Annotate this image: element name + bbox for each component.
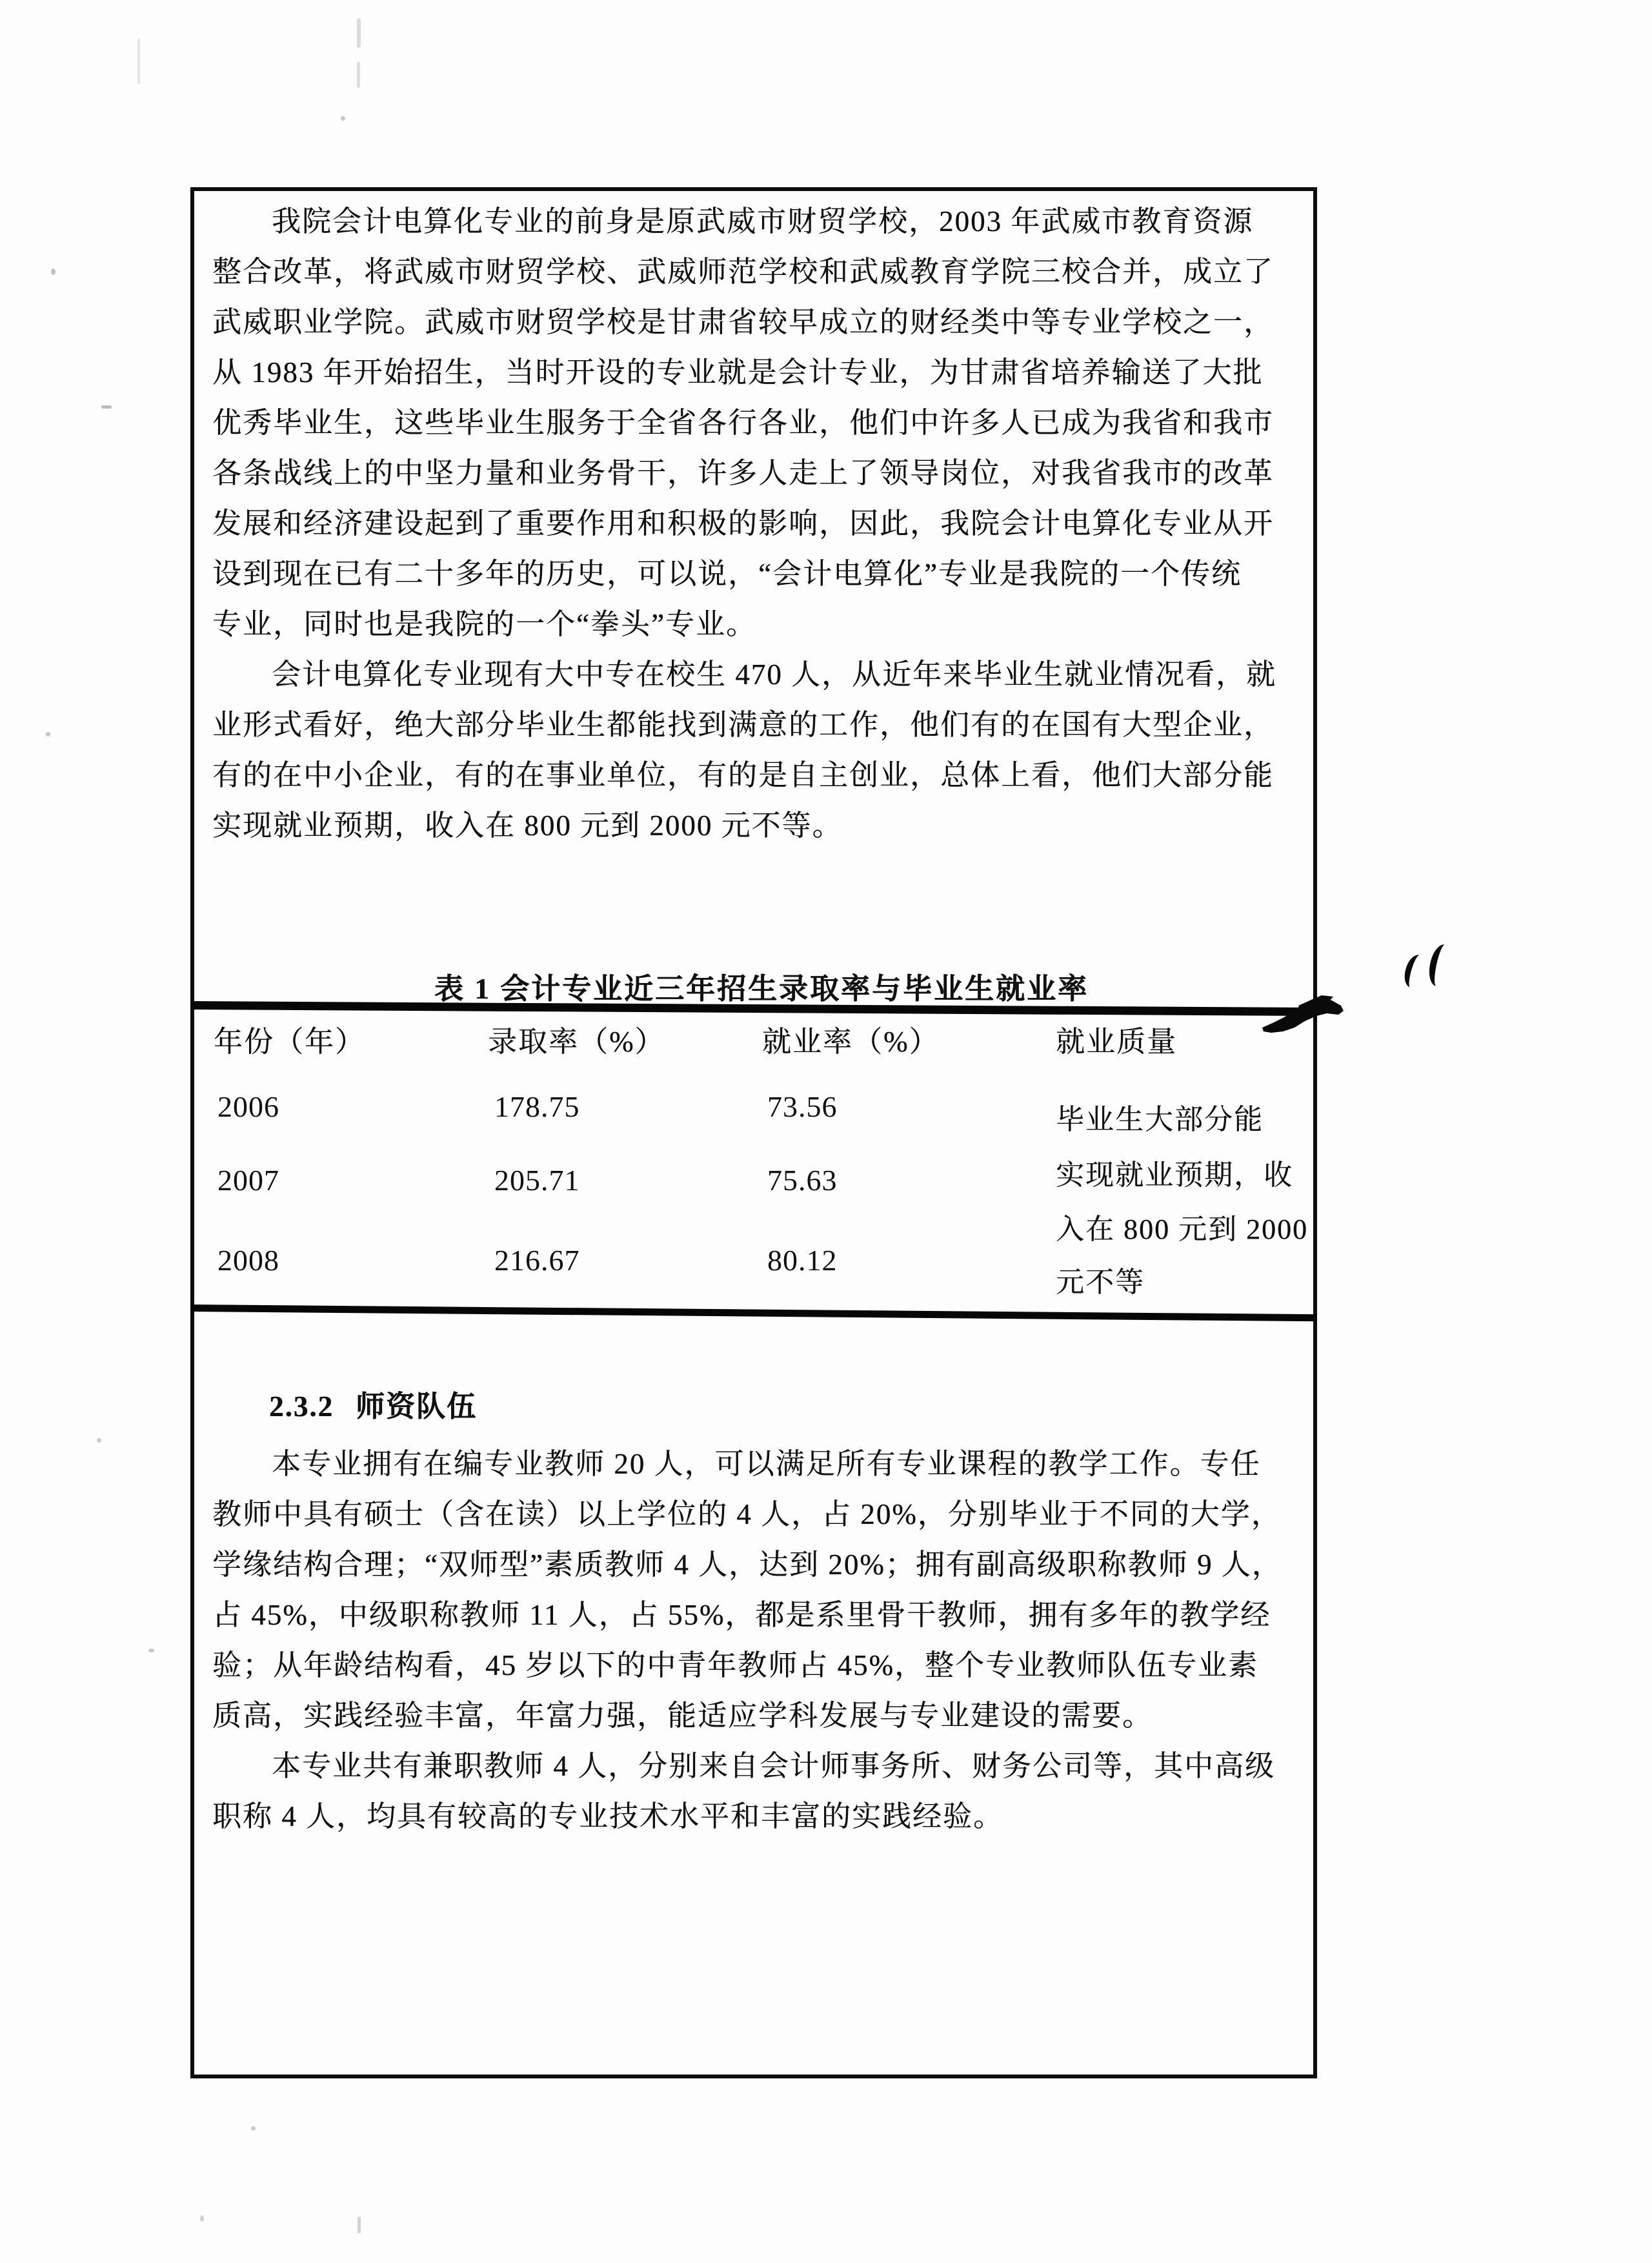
- text-line: 本专业共有兼职教师 4 人，分别来自会计师事务所、财务公司等，其中高级: [272, 1750, 1276, 1782]
- text-line: 专业，同时也是我院的一个“拳头”专业。: [212, 608, 756, 640]
- table-header-employment-rate: 就业率（%）: [762, 1026, 940, 1058]
- table-cell-admission-rate: 205.71: [494, 1164, 580, 1197]
- employment-quality-line: 毕业生大部分能: [1056, 1104, 1264, 1135]
- table-cell-employment-rate: 73.56: [767, 1090, 838, 1123]
- text-line: 发展和经济建设起到了重要作用和积极的影响，因此，我院会计电算化专业从开: [212, 507, 1274, 540]
- scan-speck: [137, 39, 140, 84]
- table-title: 表 1 会计专业近三年招生录取率与毕业生就业率: [434, 973, 1089, 1005]
- intro-paragraph-1: [194, 196, 1313, 649]
- text-line: 教师中具有硕士（含在读）以上学位的 4 人，占 20%，分别毕业于不同的大学，: [212, 1498, 1282, 1530]
- pen-ink-smudge: [1260, 991, 1345, 1043]
- text-line: 质高，实践经验丰富，年富力强，能适应学科发展与专业建设的需要。: [212, 1700, 1153, 1732]
- scan-speck: [51, 269, 55, 275]
- scan-speck: [101, 405, 112, 409]
- scan-speck: [97, 1438, 101, 1443]
- scan-speck: [148, 1649, 154, 1652]
- table-cell-admission-rate: 216.67: [494, 1244, 580, 1277]
- scan-speck: [200, 2215, 204, 2222]
- text-line: 设到现在已有二十多年的历史，可以说，“会计电算化”专业是我院的一个传统: [212, 558, 1242, 590]
- content-border-box: [190, 187, 1317, 2078]
- text-line: 业形式看好，绝大部分毕业生都能找到满意的工作，他们有的在国有大型企业，: [212, 709, 1274, 741]
- section-heading: [269, 1383, 477, 1425]
- faculty-paragraph-1: [194, 1439, 1313, 1741]
- table-header-employment-quality: 就业质量: [1056, 1026, 1178, 1058]
- table-cell-employment-rate: 80.12: [767, 1244, 838, 1277]
- employment-quality-line: 元不等: [1056, 1266, 1145, 1298]
- text-line: 武威职业学院。武威市财贸学校是甘肃省较早成立的财经类中等专业学校之一，: [212, 306, 1274, 338]
- text-line: 优秀毕业生，这些毕业生服务于全省各行各业，他们中许多人已成为我省和我市: [212, 407, 1274, 439]
- scan-speck: [46, 732, 50, 736]
- employment-quality-line: 实现就业预期，收: [1056, 1159, 1293, 1191]
- table-cell-employment-rate: 75.63: [767, 1164, 838, 1197]
- text-line: 验；从年龄结构看，45 岁以下的中青年教师占 45%，整个专业教师队伍专业素: [212, 1649, 1258, 1681]
- text-line: 学缘结构合理；“双师型”素质教师 4 人，达到 20%；拥有副高级职称教师 9 人，: [212, 1548, 1282, 1581]
- text-line: 整合改革，将武威市财贸学校、武威师范学校和武威教育学院三校合并，成立了: [212, 256, 1274, 288]
- table-header-admission-rate: 录取率（%）: [488, 1026, 665, 1058]
- text-line: 实现就业预期，收入在 800 元到 2000 元不等。: [212, 809, 843, 842]
- employment-quality-line: 入在 800 元到 2000: [1056, 1213, 1308, 1245]
- table-header-year: 年份（年）: [214, 1026, 366, 1058]
- scan-speck: [357, 62, 360, 88]
- scan-speck: [357, 18, 361, 48]
- text-line: 职称 4 人，均具有较高的专业技术水平和丰富的实践经验。: [212, 1800, 1004, 1832]
- text-line: 我院会计电算化专业的前身是原武威市财贸学校，2003 年武威市教育资源: [272, 205, 1254, 238]
- text-line: 本专业拥有在编专业教师 20 人，可以满足所有专业课程的教学工作。专任: [272, 1448, 1261, 1480]
- scan-speck: [341, 116, 345, 121]
- section-title: 师资队伍: [356, 1390, 478, 1423]
- table-cell-year: 2006: [217, 1090, 279, 1123]
- tick-stroke: [1425, 942, 1451, 988]
- table-cell-year: 2007: [217, 1164, 279, 1197]
- handwritten-double-tick: [1402, 944, 1453, 998]
- tick-stroke: [1401, 953, 1424, 989]
- table-cell-year: 2008: [217, 1244, 279, 1277]
- table-bottom-rule: [190, 1304, 1317, 1321]
- section-number: 2.3.2: [269, 1390, 334, 1423]
- text-line: 占 45%，中级职称教师 11 人，占 55%，都是系里骨干教师，拥有多年的教学经: [212, 1599, 1271, 1631]
- faculty-paragraph-2: [194, 1741, 1313, 1842]
- text-line: 有的在中小企业，有的在事业单位，有的是自主创业，总体上看，他们大部分能: [212, 759, 1274, 791]
- text-line: 从 1983 年开始招生，当时开设的专业就是会计专业，为甘肃省培养输送了大批: [212, 356, 1264, 389]
- text-line: 会计电算化专业现有大中专在校生 470 人，从近年来毕业生就业情况看，就: [272, 658, 1277, 691]
- text-line: 各条战线上的中坚力量和业务骨干，许多人走上了领导岗位，对我省我市的改革: [212, 457, 1274, 489]
- intro-paragraph-2: [194, 649, 1313, 851]
- scan-speck: [251, 2126, 256, 2131]
- table-cell-admission-rate: 178.75: [494, 1090, 580, 1123]
- scan-speck: [358, 2217, 361, 2233]
